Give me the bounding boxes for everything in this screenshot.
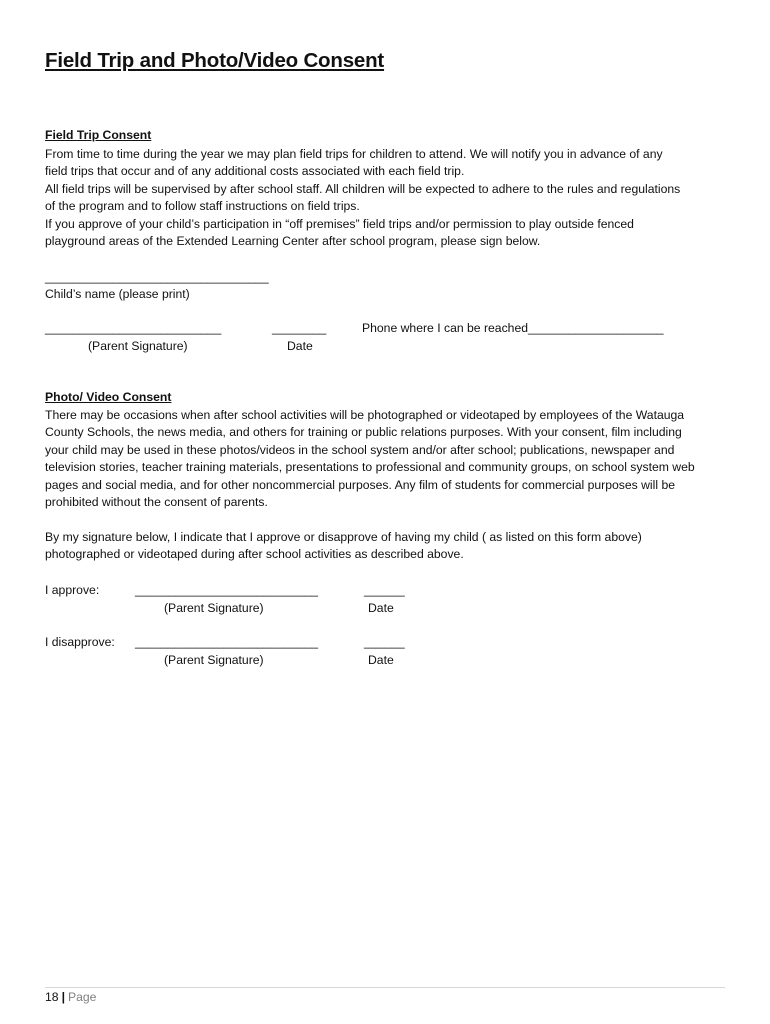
paragraph-line: pages and social media, and for other noncommercial purposes. Any film of students for commercial purposes will be: [45, 477, 675, 492]
approve-label: I approve:: [45, 583, 100, 597]
paragraph-line: your child may be used in these photos/videos in the school system and/or after school; publications, newspaper and: [45, 442, 675, 457]
footer-separator: |: [61, 990, 65, 1004]
disapprove-date-line[interactable]: ______: [364, 635, 405, 649]
paragraph-line: field trips that occur and of any additional costs associated with each field trip.: [45, 164, 465, 179]
photo-video-heading: Photo/ Video Consent: [45, 390, 172, 404]
approve-date-line[interactable]: ______: [364, 583, 405, 597]
statement-line: By my signature below, I indicate that I approve or disapprove of having my child ( as listed on this form above): [45, 530, 642, 544]
page-word: Page: [67, 990, 97, 1004]
paragraph-line: All field trips will be supervised by after school staff. All children will be expected to adhere to the rules and regulations: [45, 181, 681, 196]
page-title: Field Trip and Photo/Video Consent: [45, 49, 385, 72]
child-name-label: Child’s name (please print): [45, 287, 190, 301]
paragraph-line: television stories, teacher training materials, presentations to professional and community groups, on school system web: [45, 460, 695, 475]
consent-statement: [45, 529, 735, 564]
approve-signature-label: (Parent Signature): [164, 601, 264, 615]
field-trip-paragraph: [45, 146, 735, 250]
paragraph-line: From time to time during the year we may plan field trips for children to attend. We will notify you in advance of any: [45, 147, 663, 161]
statement-line: photographed or videotaped during after school activities as described above.: [45, 547, 464, 562]
paragraph-line: of the program and to follow staff instructions on field trips.: [45, 199, 360, 214]
child-name-line[interactable]: _________________________________: [45, 270, 269, 284]
phone-line[interactable]: ____________________: [528, 321, 664, 335]
page-footer: [45, 990, 96, 1004]
paragraph-line: County Schools, the news media, and others for training or public relations purposes. With your consent, film including: [45, 425, 682, 440]
approve-signature-line[interactable]: ___________________________: [135, 583, 319, 597]
photo-video-paragraph: [45, 407, 735, 511]
date-line[interactable]: ________: [272, 321, 327, 335]
phone-field: [362, 320, 664, 337]
disapprove-signature-label: (Parent Signature): [164, 653, 264, 667]
disapprove-label: I disapprove:: [45, 635, 115, 649]
phone-label: Phone where I can be reached: [362, 321, 529, 335]
disapprove-date-label: Date: [368, 653, 394, 667]
paragraph-line: There may be occasions when after school activities will be photographed or videotaped by employees of the Watauga: [45, 408, 685, 422]
paragraph-line: If you approve of your child’s participation in “off premises” field trips and/or permission to play outside fenced: [45, 216, 634, 231]
parent-signature-label: (Parent Signature): [88, 339, 188, 353]
disapprove-signature-line[interactable]: ___________________________: [135, 635, 319, 649]
date-label: Date: [287, 339, 313, 353]
paragraph-line: prohibited without the consent of parents.: [45, 495, 268, 510]
approve-date-label: Date: [368, 601, 394, 615]
paragraph-line: playground areas of the Extended Learning Center after school program, please sign below.: [45, 234, 541, 249]
field-trip-heading: Field Trip Consent: [45, 128, 152, 142]
footer-divider: [45, 987, 725, 988]
parent-signature-line[interactable]: __________________________: [45, 321, 222, 335]
page-number: 18: [45, 990, 59, 1004]
